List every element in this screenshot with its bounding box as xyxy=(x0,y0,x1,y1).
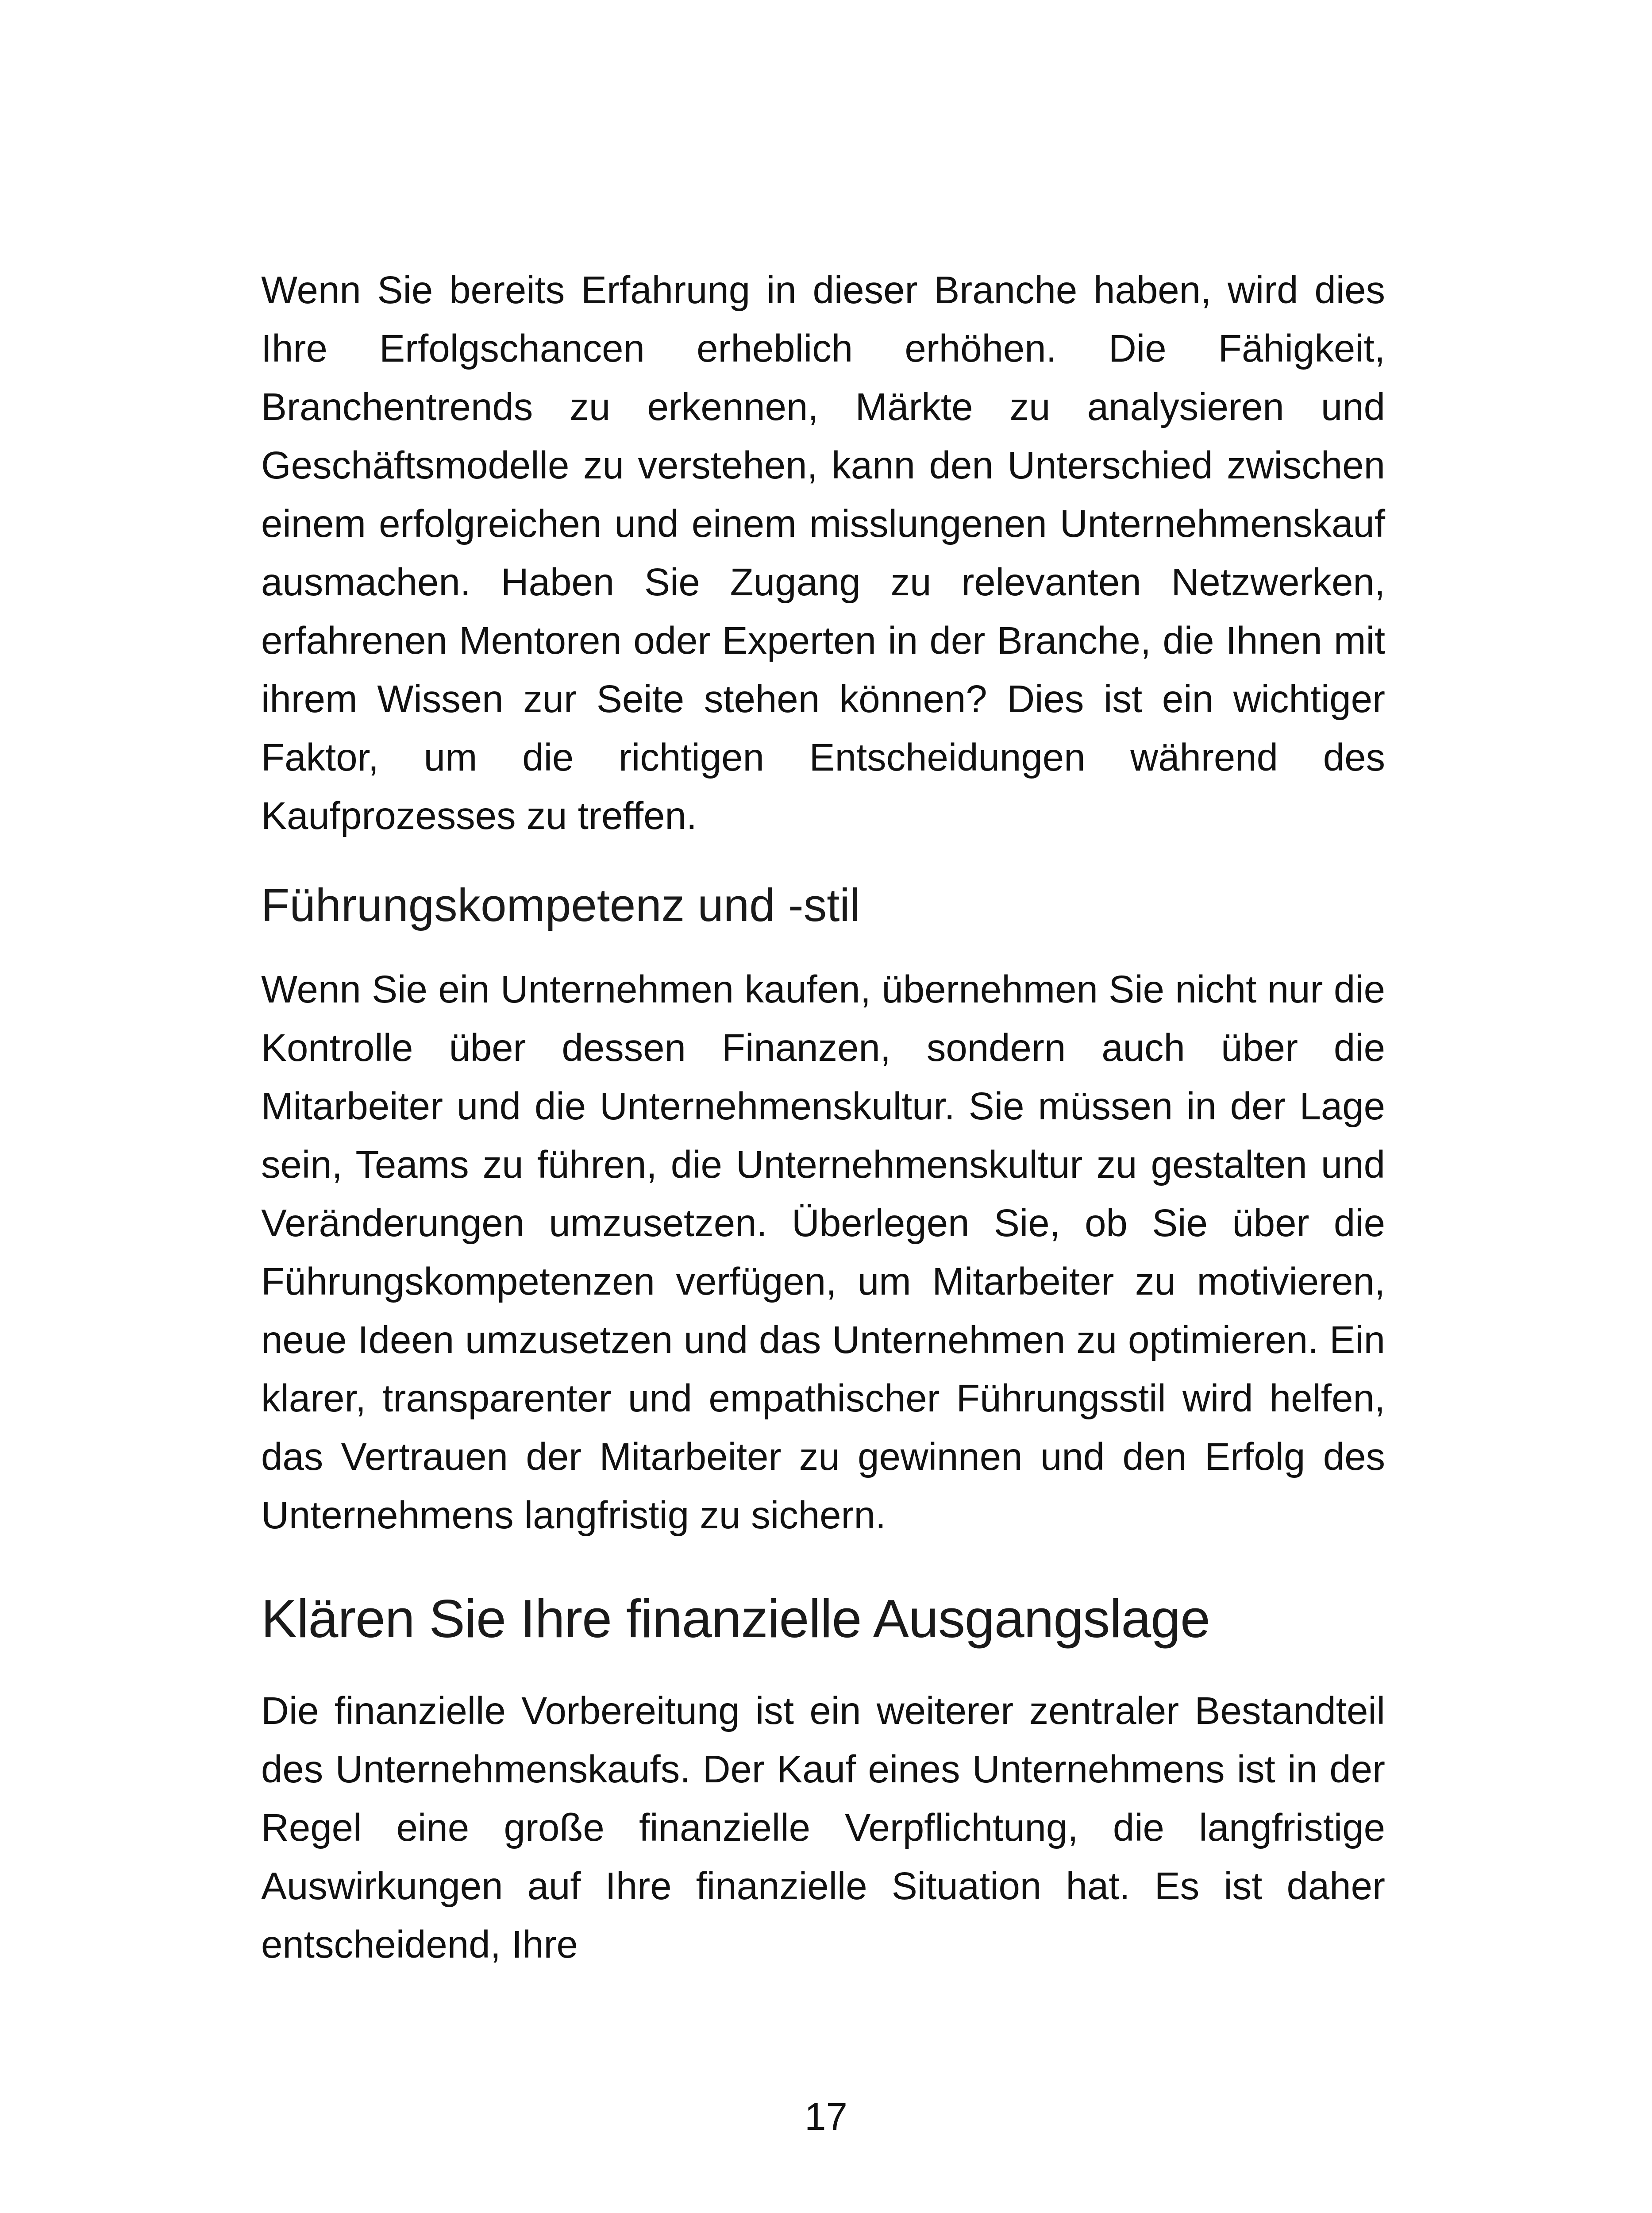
section-heading-finanzielle-ausgangslage: Klären Sie Ihre finanzielle Ausgangslage xyxy=(261,1588,1210,1649)
paragraph-branchenerfahrung: Wenn Sie bereits Erfahrung in dieser Branche haben, wird dies Ihre Erfolgschancen erheblich erhöhen. Die Fähigkeit, Branchentrends zu erkennen, Märkte zu analysieren und Geschäftsmodelle zu verstehen, kann den Unterschied zwischen einem erfolgreichen und einem misslungenen Unternehmenskauf ausmachen. Haben Sie Zugang zu relevanten Netzwerken, erfahrenen Mentoren oder Experten in der Branche, die Ihnen mit ihrem Wissen zur Seite stehen können? Dies ist ein wichtiger Faktor, um die richtigen Entscheidungen während des Kaufprozesses zu treffen. xyxy=(261,269,1385,837)
page-number: 17 xyxy=(805,2095,847,2138)
paragraph-finanzielle-vorbereitung: Die finanzielle Vorbereitung ist ein weiterer zentraler Bestandteil des Unternehmenskaufs. Der Kauf eines Unternehmens ist in der Regel eine große finanzielle Verpflichtung, die langfristige Auswirkungen auf Ihre finanzielle Situation hat. Es ist daher entscheidend, Ihre xyxy=(261,1689,1385,1966)
subheading-fuehrungskompetenz: Führungskompetenz und -stil xyxy=(261,879,861,931)
page-content xyxy=(261,261,1385,1974)
paragraph-fuehrungskompetenz: Wenn Sie ein Unternehmen kaufen, übernehmen Sie nicht nur die Kontrolle über dessen Finanzen, sondern auch über die Mitarbeiter und die Unternehmenskultur. Sie müssen in der Lage sein, Teams zu führen, die Unternehmenskultur zu gestalten und Veränderungen umzusetzen. Überlegen Sie, ob Sie über die Führungskompetenzen verfügen, um Mitarbeiter zu motivieren, neue Ideen umzusetzen und das Unternehmen zu optimieren. Ein klarer, transparenter und empathischer Führungsstil wird helfen, das Vertrauen der Mitarbeiter zu gewinnen und den Erfolg des Unternehmens langfristig zu sichern. xyxy=(261,968,1385,1537)
